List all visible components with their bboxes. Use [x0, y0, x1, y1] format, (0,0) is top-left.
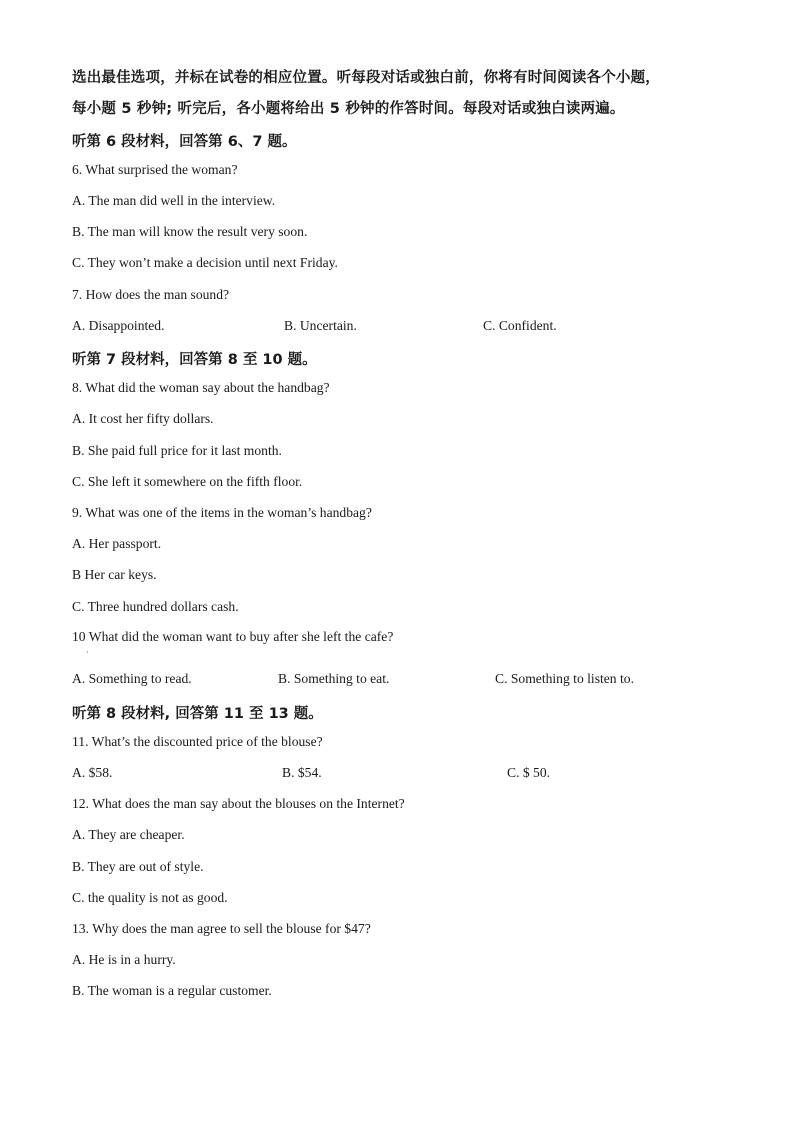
- option-c: C. Something to listen to.: [495, 671, 634, 686]
- option-c: C. $ 50.: [507, 765, 551, 780]
- options-row: [72, 765, 752, 783]
- option-a: A. He is in a hurry.: [72, 952, 176, 967]
- question-text: 6. What surprised the woman?: [72, 162, 238, 177]
- section-heading: 听第 6 段材料，回答第 6、7 题。: [72, 134, 297, 150]
- option-b: B. They are out of style.: [72, 859, 204, 874]
- instruction-line-1: 选出最佳选项，并标在试卷的相应位置。听每段对话或独白前，你将有时间阅读各个小题，: [72, 70, 660, 86]
- instruction-line-2: 每小题 5 秒钟; 听完后，各小题将给出 5 秒钟的作答时间。每段对话或独白读两遍。: [72, 101, 625, 117]
- question-text: 11. What’s the discounted price of the blouse?: [72, 734, 323, 749]
- option-b: B. The woman is a regular customer.: [72, 983, 272, 998]
- option-c: C. Confident.: [483, 318, 557, 333]
- option-b: B. $54.: [282, 765, 322, 780]
- question-text: 13. Why does the man agree to sell the blouse for $47?: [72, 921, 371, 936]
- options-row: [72, 318, 752, 336]
- question-text: 7. How does the man sound?: [72, 287, 230, 302]
- section-heading: 听第 8 段材料, 回答第 11 至 13 题。: [72, 706, 323, 722]
- option-a: A. They are cheaper.: [72, 827, 185, 842]
- option-c: C. Three hundred dollars cash.: [72, 599, 239, 614]
- option-b: B. The man will know the result very soon.: [72, 224, 308, 239]
- option-b: B. She paid full price for it last month.: [72, 443, 282, 458]
- option-b: B. Something to eat.: [278, 671, 390, 686]
- stray-mark: ·: [86, 648, 89, 657]
- option-a: A. Her passport.: [72, 536, 162, 551]
- question-text: 10 What did the woman want to buy after she left the cafe?: [72, 629, 394, 644]
- option-c: C. They won’t make a decision until next Friday.: [72, 255, 338, 270]
- option-b: B. Uncertain.: [284, 318, 357, 333]
- option-c: C. She left it somewhere on the fifth floor.: [72, 474, 303, 489]
- section-heading: 听第 7 段材料，回答第 8 至 10 题。: [72, 352, 317, 368]
- option-b: B Her car keys.: [72, 567, 157, 582]
- question-text: 12. What does the man say about the blouses on the Internet?: [72, 796, 405, 811]
- option-c: C. the quality is not as good.: [72, 890, 228, 905]
- options-row: [72, 671, 752, 689]
- question-text: 9. What was one of the items in the woman’s handbag?: [72, 505, 372, 520]
- option-a: A. $58.: [72, 765, 113, 780]
- option-a: A. Disappointed.: [72, 318, 165, 333]
- option-a: A. Something to read.: [72, 671, 192, 686]
- question-text: 8. What did the woman say about the handbag?: [72, 380, 330, 395]
- option-a: A. The man did well in the interview.: [72, 193, 276, 208]
- option-a: A. It cost her fifty dollars.: [72, 411, 214, 426]
